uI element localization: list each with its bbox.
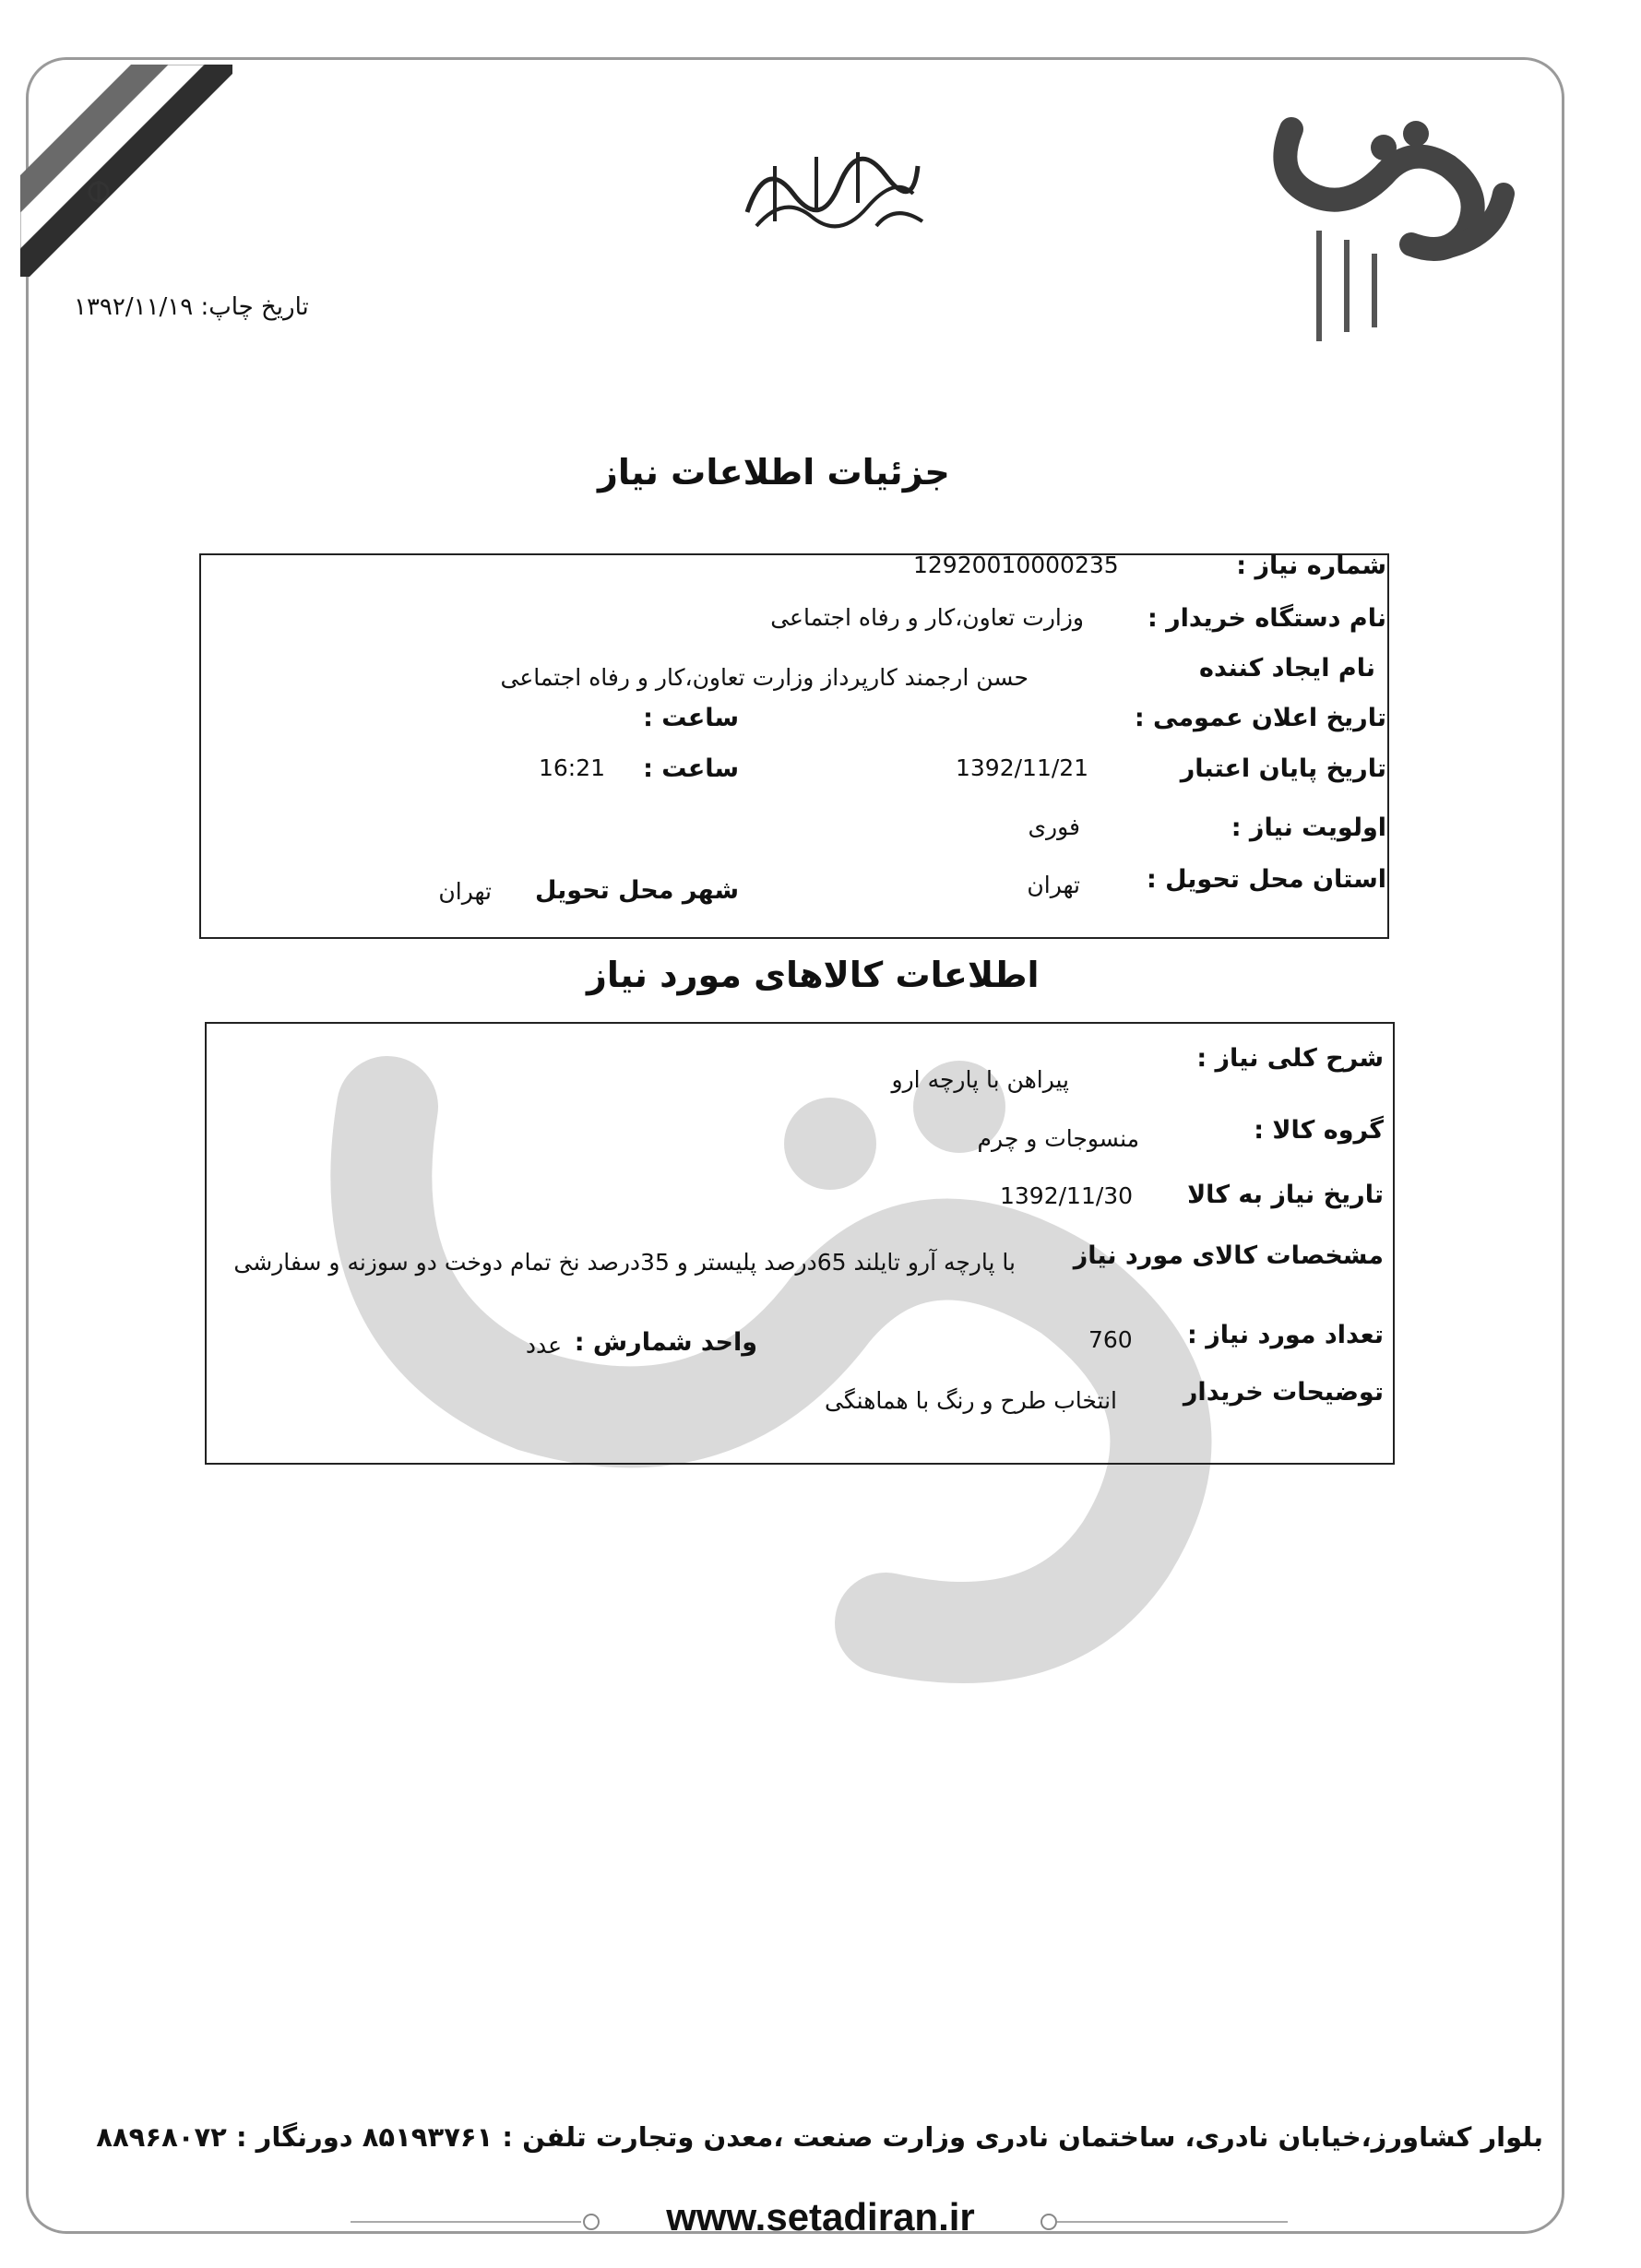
need-details-title: جزئیات اطلاعات نیاز [598, 452, 950, 493]
expiry-time-label: ساعت : [643, 754, 739, 783]
quantity-value: 760 [1088, 1326, 1133, 1353]
buyer-notes-label: توضیحات خریدار [1183, 1378, 1384, 1407]
summary-value: پیراهن با پارچه ارو [891, 1066, 1069, 1093]
buyer-org-value: وزارت تعاون،کار و رفاه اجتماعی [770, 604, 1084, 631]
expiry-time-value: 16:21 [539, 754, 606, 781]
buyer-notes-value: انتخاب طرح و رنگ با هماهنگی [825, 1387, 1117, 1414]
province-label: استان محل تحویل : [1146, 865, 1386, 894]
unit-label: واحد شمارش : [574, 1328, 757, 1357]
need-date-value: 1392/11/30 [1000, 1182, 1134, 1209]
website-link[interactable]: www.setadiran.ir [666, 2195, 975, 2238]
print-date-label: تاریخ چاپ: [200, 293, 309, 321]
priority-value: فوری [1028, 813, 1080, 840]
goods-info-title: اطلاعات کالاهای مورد نیاز [587, 955, 1040, 995]
specs-value: با پارچه آرو تایلند 65درصد پلیستر و 35درصد نخ تمام دوخت دو سوزنه و سفارشی [233, 1249, 1016, 1276]
summary-label: شرح کلی نیاز : [1196, 1044, 1384, 1073]
group-label: گروه کالا : [1254, 1116, 1384, 1145]
city-label: شهر محل تحویل [534, 876, 739, 905]
website-divider-right [1057, 2221, 1288, 2223]
need-date-label: تاریخ نیاز به کالا [1187, 1181, 1384, 1209]
expiry-date-value: 1392/11/21 [956, 754, 1089, 781]
quantity-label: تعداد مورد نیاز : [1187, 1321, 1384, 1349]
creator-label: نام ایجاد کننده [1199, 654, 1375, 683]
iran-flag-emblem [20, 65, 232, 277]
specs-label: مشخصات کالای مورد نیاز [1073, 1241, 1384, 1270]
announce-date-label: تاریخ اعلان عمومی : [1134, 704, 1386, 732]
setad-logo [1255, 92, 1531, 369]
need-number-label: شماره نیاز : [1236, 552, 1386, 580]
print-date [74, 293, 309, 321]
need-number-value: 12920010000235 [913, 552, 1119, 578]
province-value: تهران [1027, 872, 1080, 898]
expiry-label: تاریخ پایان اعتبار [1180, 754, 1386, 783]
group-value: منسوجات و چرم [977, 1125, 1139, 1152]
creator-value: حسن ارجمند کارپرداز وزارت تعاون،کار و رفاه اجتماعی [500, 664, 1029, 691]
unit-value: عدد [525, 1332, 562, 1359]
website-dot-right [1040, 2214, 1057, 2230]
bismillah-calligraphy [729, 138, 932, 240]
city-value: تهران [438, 878, 492, 905]
footer-address: بلوار کشاورز،خیابان نادری، ساختمان نادری وزارت صنعت ،معدن وتجارت تلفن : ۸۵۱۹۳۷۶۱ دورنگار : ۸۸۹۶۸۰۷۲ [96, 2121, 1543, 2153]
priority-label: اولویت نیاز : [1231, 813, 1386, 842]
print-date-value: ۱۳۹۲/۱۱/۱۹ [74, 293, 194, 321]
buyer-org-label: نام دستگاه خریدار : [1147, 604, 1386, 633]
announce-time-label: ساعت : [643, 704, 739, 732]
